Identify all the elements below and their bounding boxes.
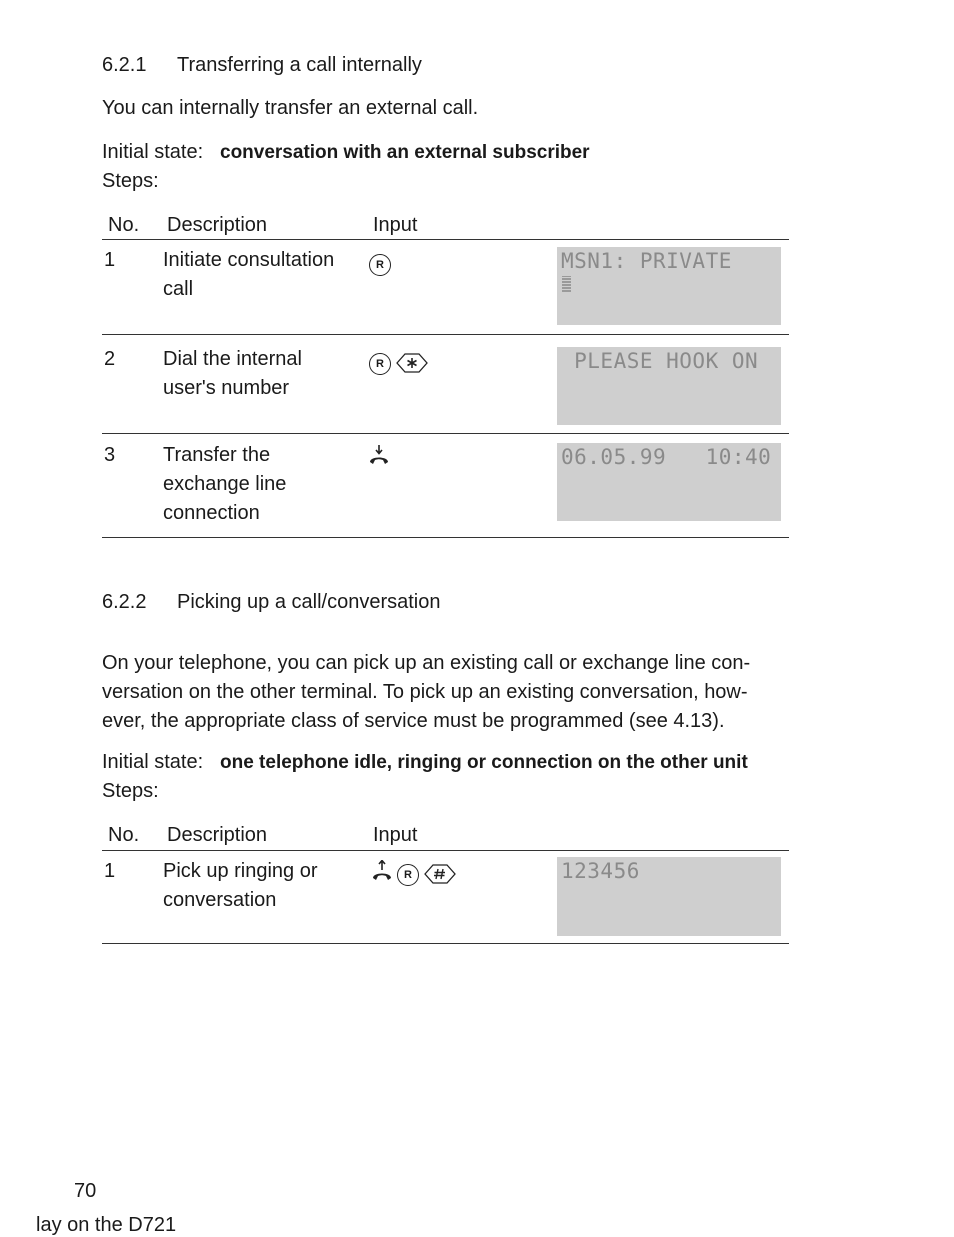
row-divider	[102, 334, 789, 335]
section-number: 6.2.2	[102, 591, 147, 613]
display-text: 06.05.99 10:40	[561, 445, 772, 469]
table-header-rule	[102, 850, 789, 851]
table-header-rule	[102, 239, 789, 240]
initial-state-value: conversation with an external subscriber	[220, 142, 590, 163]
r-key-icon: R	[369, 254, 391, 276]
row-description: Initiate consultation call	[163, 249, 335, 300]
row-number: 2	[104, 348, 116, 370]
col-header-description: Description	[167, 214, 268, 236]
intro-text: You can internally transfer an external call.	[102, 97, 479, 119]
hang-up-handset-icon	[368, 444, 390, 468]
row-description: Transfer the exchange line connection	[163, 444, 287, 524]
display-panel	[557, 247, 781, 325]
display-text: 123456	[561, 859, 640, 883]
table-bottom-rule	[102, 537, 789, 538]
initial-state-label: Initial state:	[102, 751, 204, 773]
star-key-icon	[396, 353, 428, 373]
steps-label: Steps:	[102, 170, 159, 192]
row-number: 3	[104, 444, 116, 466]
col-header-input: Input	[373, 824, 418, 846]
steps-label: Steps:	[102, 780, 159, 802]
row-number: 1	[104, 249, 116, 271]
running-title: lay on the D721	[36, 1214, 177, 1236]
section-title: Picking up a call/conversation	[177, 591, 441, 613]
page-number: 70	[74, 1180, 97, 1202]
table-bottom-rule	[102, 943, 789, 944]
col-header-description: Description	[167, 824, 268, 846]
cursor-icon	[562, 276, 571, 292]
display-panel	[557, 443, 781, 521]
col-header-no: No.	[108, 214, 140, 236]
r-key-icon: R	[397, 864, 419, 886]
initial-state-label: Initial state:	[102, 141, 204, 163]
section-number: 6.2.1	[102, 54, 147, 76]
row-description: Pick up ringing or conversation	[163, 860, 318, 911]
row-number: 1	[104, 860, 116, 882]
body-paragraph: On your telephone, you can pick up an existing call or exchange line con- versation on the other terminal. To pick up an existing conversation, how- ever, the appropriate class of service must be programmed (see 4.13).	[102, 652, 751, 732]
col-header-no: No.	[108, 824, 140, 846]
section-title: Transferring a call internally	[177, 54, 422, 76]
display-panel	[557, 347, 781, 425]
hash-key-icon	[424, 864, 456, 884]
initial-state-value: one telephone idle, ringing or connection on the other unit	[220, 752, 748, 773]
display-text: MSN1: PRIVATE	[561, 249, 732, 273]
col-header-input: Input	[373, 214, 418, 236]
display-text: PLEASE HOOK ON	[561, 349, 759, 373]
row-divider	[102, 433, 789, 434]
r-key-icon: R	[369, 353, 391, 375]
display-panel	[557, 857, 781, 936]
row-description: Dial the internal user's number	[163, 348, 302, 399]
lift-handset-icon	[370, 860, 394, 884]
